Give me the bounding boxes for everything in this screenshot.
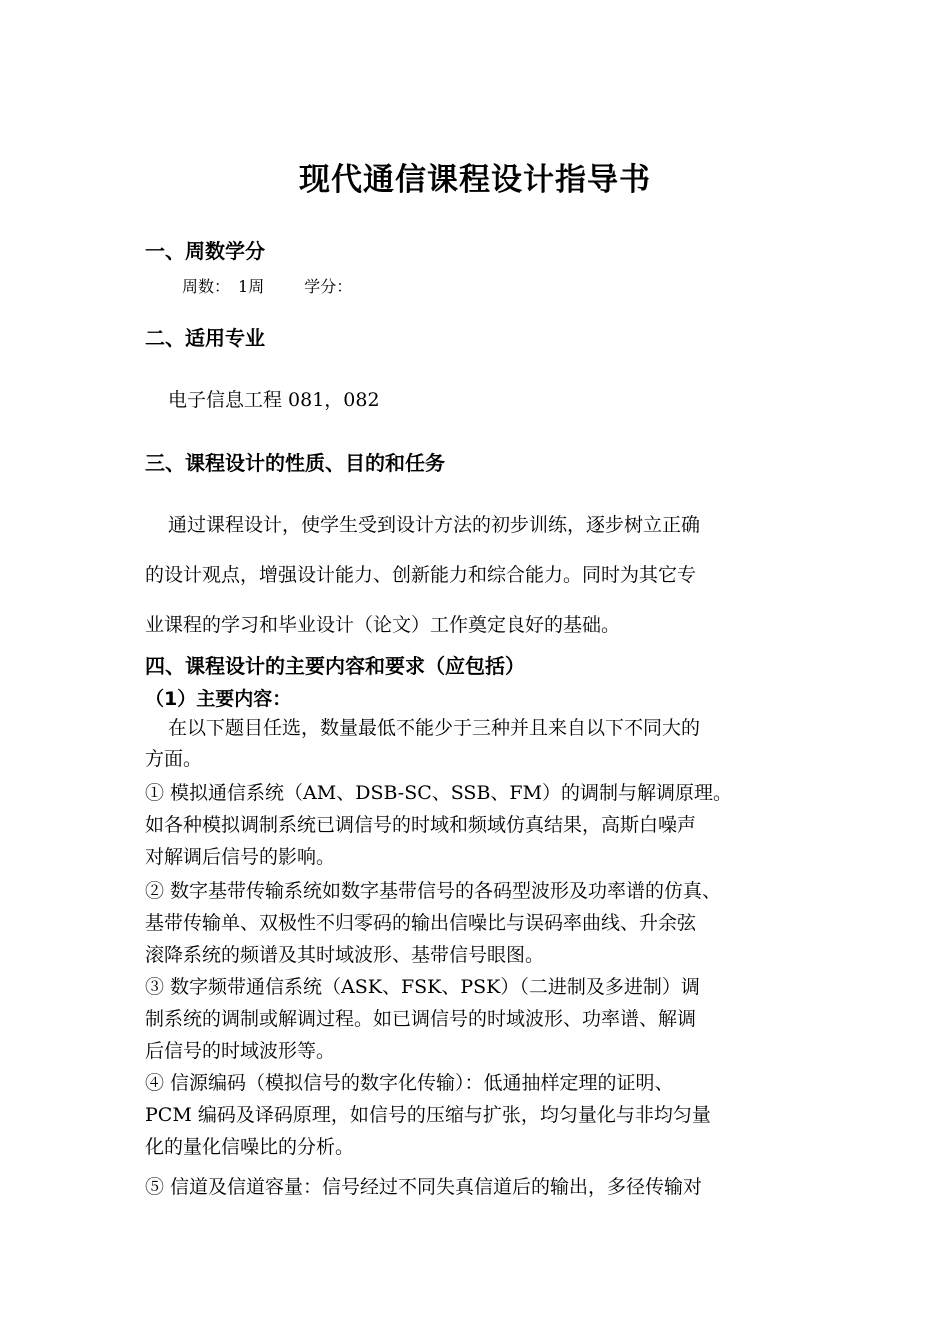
section-3-heading: 三、课程设计的性质、目的和任务 — [145, 451, 445, 475]
content-line: 化的量化信噪比的分析。 — [145, 1136, 355, 1158]
section-1-heading: 一、周数学分 — [145, 239, 265, 263]
paragraph-line: 业课程的学习和毕业设计（论文）工作奠定良好的基础。 — [145, 614, 621, 636]
paragraph-line: 的设计观点，增强设计能力、创新能力和综合能力。同时为其它专 — [145, 564, 697, 586]
content-line: 后信号的时域波形等。 — [145, 1040, 336, 1062]
content-line: ② 数字基带传输系统如数字基带信号的各码型波形及功率谱的仿真、 — [145, 880, 722, 902]
section-4-heading: 四、课程设计的主要内容和要求（应包括） — [145, 654, 525, 678]
content-line: 如各种模拟调制系统已调信号的时域和频域仿真结果，高斯白噪声 — [145, 814, 697, 836]
content-line: PCM 编码及译码原理，如信号的压缩与扩张，均匀量化与非均匀量 — [145, 1104, 711, 1126]
paragraph-line: 通过课程设计，使学生受到设计方法的初步训练，逐步树立正确 — [168, 514, 701, 536]
main-content-subheading: （1）主要内容： — [145, 688, 292, 710]
content-line: ⑤ 信道及信道容量：信号经过不同失真信道后的输出，多径传输对 — [145, 1176, 703, 1198]
content-line: 基带传输单、双极性不归零码的输出信噪比与误码率曲线、升余弦 — [145, 912, 697, 934]
applicable-major-text: 电子信息工程 081，082 — [168, 389, 380, 411]
weeks-value: 1周 — [238, 277, 265, 296]
weeks-credits-line — [182, 273, 352, 301]
content-line: 在以下题目任选，数量最低不能少于三种并且来自以下不同大的 — [168, 717, 701, 739]
weeks-label: 周数： — [182, 277, 231, 296]
content-line: ④ 信源编码（模拟信号的数字化传输）：低通抽样定理的证明、 — [145, 1072, 674, 1094]
content-line: 制系统的调制或解调过程。如已调信号的时域波形、功率谱、解调 — [145, 1008, 697, 1030]
credits-label: 学分： — [304, 277, 353, 296]
document-title: 现代通信课程设计指导书 — [299, 162, 651, 198]
content-line: ① 模拟通信系统（AM、DSB-SC、SSB、FM）的调制与解调原理。 — [145, 782, 733, 804]
content-line: 滚降系统的频谱及其时域波形、基带信号眼图。 — [145, 944, 545, 966]
section-2-heading: 二、适用专业 — [145, 326, 265, 350]
content-line: 对解调后信号的影响。 — [145, 846, 336, 868]
content-line: 方面。 — [145, 748, 203, 770]
content-line: ③ 数字频带通信系统（ASK、FSK、PSK）（二进制及多进制）调 — [145, 976, 700, 998]
